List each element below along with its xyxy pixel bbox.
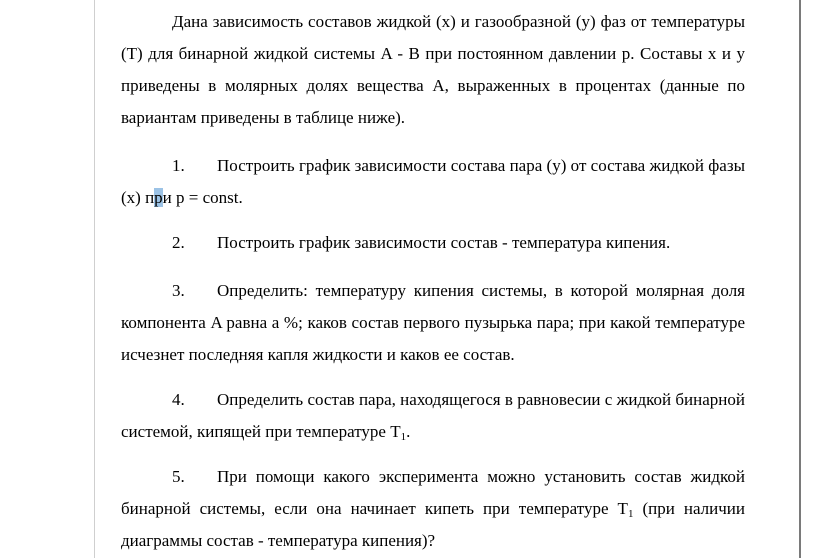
- list-item-text-end: .: [406, 422, 411, 441]
- list-item-number: 2.: [172, 233, 185, 252]
- list-item-text-end: (при наличии диаграммы состав - температура кипения)?: [121, 499, 745, 550]
- list-item-text: Определить: температуру кипения системы, в которой молярная доля компонента A равна a %; каков состав первого пузырька пара; при какой температуре исчезнет последняя капля жидкости и каков ее состав.: [121, 281, 745, 364]
- text-selection-highlight[interactable]: р: [154, 188, 163, 207]
- list-item-text: Построить график зависимости состав - температура кипения.: [217, 233, 671, 252]
- list-item-1: [121, 150, 745, 214]
- list-item-number: 3.: [172, 281, 185, 300]
- list-item-3: [121, 275, 745, 371]
- list-item-4: [121, 384, 745, 448]
- subscript-index: 1: [627, 508, 634, 520]
- list-item-text-continued: и p = const.: [162, 188, 243, 207]
- list-item-number: 5.: [172, 467, 185, 486]
- list-item-5: [121, 461, 745, 557]
- subscript-index: 1: [400, 431, 407, 443]
- list-item-number: 4.: [172, 390, 185, 409]
- list-item-text: Построить график зависимости состава пара (y) от состава жидкой фазы (x) п: [121, 156, 745, 207]
- list-item-text: При помощи какого эксперимента можно установить состав жидкой бинарной системы, если она начинает кипеть при температуре T: [121, 467, 745, 518]
- page-edge-line: [799, 0, 801, 558]
- page-margin-line: [94, 0, 95, 558]
- list-item-2: [121, 227, 745, 259]
- list-item-number: 1.: [172, 156, 185, 175]
- list-item-text: Определить состав пара, находящегося в равновесии с жидкой бинарной системой, кипящей при температуре T: [121, 390, 745, 441]
- intro-paragraph: Дана зависимость составов жидкой (x) и газообразной (y) фаз от температуры (T) для бинарной жидкой системы A - B при постоянном давлении p. Составы x и y приведены в молярных долях вещества A, выраженных в процентах (данные по вариантам приведены в таблице ниже).: [121, 12, 745, 127]
